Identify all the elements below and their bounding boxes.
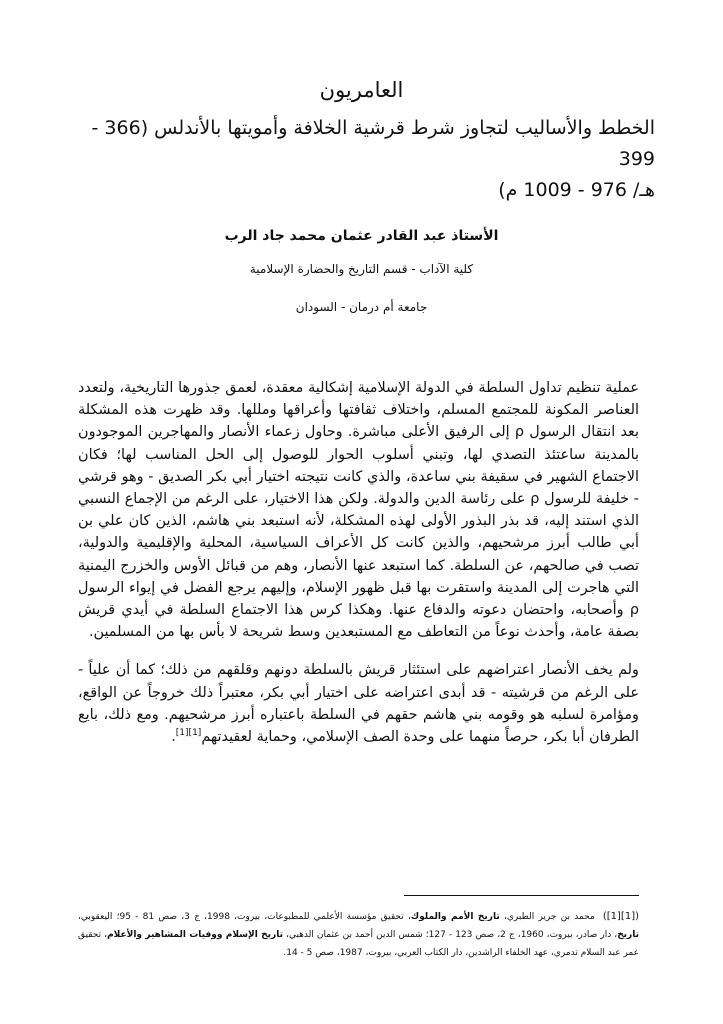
footnote-text-4: ، تحقيق عمر عبد السلام تدمري، عهد الخلفاء الراشدين، دار الكتاب العربي، بيروت، 1987، صص 5 - 14. [78, 930, 639, 958]
paragraph-2-text: ولم يخف الأنصار اعتراضهم على استئثار قريش بالسلطة دونهم وقلقهم من ذلك؛ كما أن علياً - على الرغم من قرشيته - قد أبدى اعتراضه على اختيار أبي بكر، معتبراً ذلك خروجاً عن الواقع، ومؤامرة لسلبه هو وقومه بني هاشم حقهم في السلطة باعتباره أبرز مرشحيهم. ومع ذلك، بايع الطرفان أبا بكر، حرصاً منهما على وحدة الصف الإسلامي، وحماية لعقيدتهم [78, 662, 639, 746]
paper-subtitle [78, 113, 655, 206]
subtitle-line-2: هـ/ 976 - 1009 م) [498, 179, 655, 201]
footnote-book-3: تاريخ الإسلام ووفيات المشاهير والأعلام [107, 930, 283, 940]
footnote-marker-link[interactable]: ([1][1]) [602, 911, 639, 922]
footnote-text-1: محمد بن جرير الطبري، [499, 912, 595, 922]
footnote-text-2: ، تحقيق مؤسسة الأعلمي للمطبوعات، بيروت، 1998، ج 3، صص 81 - 95؛ اليعقوبي، [78, 912, 411, 922]
affiliation-department: كلية الآداب - قسم التاريخ والحضارة الإسلامية [249, 262, 474, 276]
affiliation-university: جامعة أم درمان - السودان [295, 300, 428, 314]
footnote-book-2: تاريخ [617, 930, 639, 940]
author-name: الأستاذ عبد القادر عثمان محمد جاد الرب [224, 228, 499, 244]
body-text [78, 377, 639, 748]
page-title: العامريون [319, 78, 404, 103]
paragraph-2-end: . [171, 729, 176, 746]
footnote-divider [404, 895, 639, 896]
paragraph-1: عملية تنظيم تداول السلطة في الدولة الإسلامية إشكالية معقدة، لعمق جذورها التاريخية، ولتعدد العناصر المكونة للمجتمع المسلم، واختلاف ثقافتها وأعراقها ومللها. وقد ظهرت هذه المشكلة بعد انتقال الرسول ρ إلى الرفيق الأعلى مباشرة. وحاول زعماء الأنصار والمهاجرين الموجودون بالمدينة ساعتئذ التصدي لها، وتبني أسلوب الحوار للوصول إلى الحل المناسب لها؛ فكان الاجتماع الشهير في سقيفة بني ساعدة، والذي كانت نتيجته اختيار أبي بكر الصديق - وهو قرشي - خليفة للرسول ρ على رئاسة الدين والدولة. ولكن هذا الاختيار، على الرغم من الإجماع النسبي الذي استند إليه، قد بذر البذور الأولى لهذه المشكلة، لأنه استبعد بني هاشم، الذين كان علي بن أبي طالب أبرز مرشحيهم، والذين كانت كل الأعراف السياسية، المحلية والإقليمية والدولية، تصب في صالحهم، عن السلطة. كما استبعد عنها الأنصار، وهم من قبائل الأوس والخزرج اليمنية التي هاجرت إلى المدينة واستقرت بها قبل ظهور الإسلام، وإليهم يرجع الفضل في إيواء الرسول ρ وأصحابه، واحتضان دعوته والدفاع عنها. وهكذا كرس هذا الاجتماع السلطة في أيدي قريش بصفة عامة، وأحدث نوعاً من التعاطف مع المستبعدين وسط شريحة لا بأس بها من المسلمين. [78, 380, 639, 641]
footnote-text-3: ، دار صادر، بيروت، 1960، ج 2، صص 123 - 127؛ شمس الدين أحمد بن عثمان الذهبي، [282, 930, 618, 940]
subtitle-line-1: الخطط والأساليب لتجاوز شرط قرشية الخلافة وأمويتها بالأندلس (366 - 399 [91, 117, 655, 170]
footnote-book-1: تاريخ الأمم والملوك [410, 912, 500, 922]
footnote [78, 908, 639, 962]
footnote-ref-link[interactable]: [1][1] [175, 728, 202, 739]
paragraph-2 [78, 659, 639, 748]
